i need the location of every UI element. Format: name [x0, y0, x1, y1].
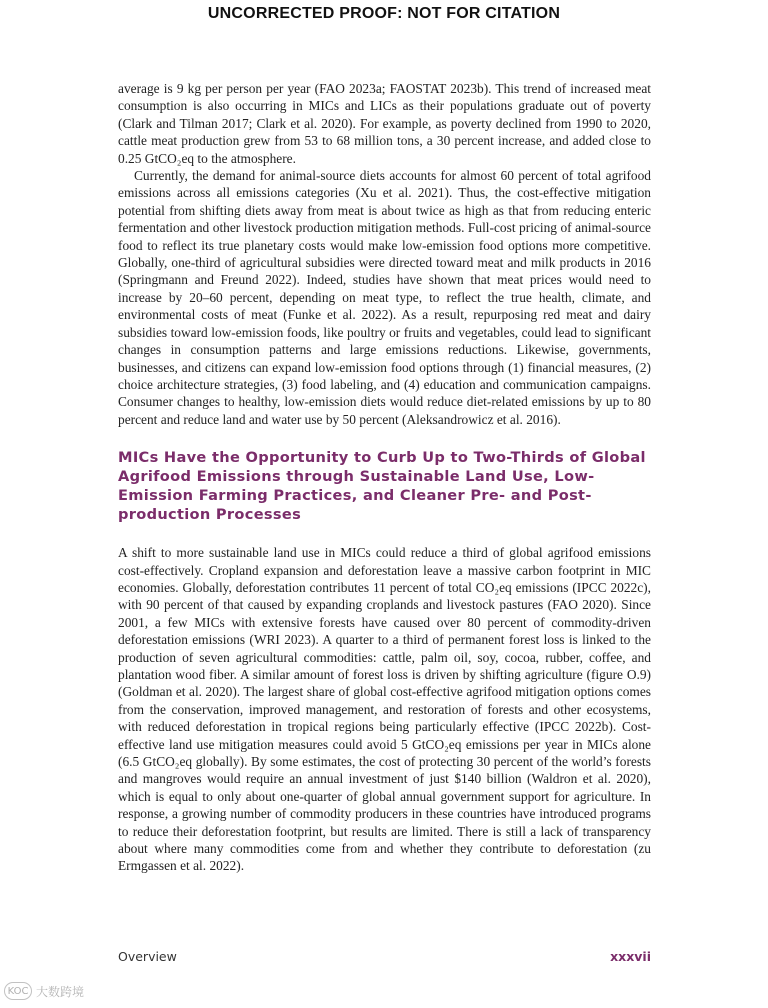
- watermark-text: 大数跨境: [36, 984, 85, 999]
- watermark-logo-icon: KOC: [4, 982, 32, 1000]
- section-heading: MICs Have the Opportunity to Curb Up to Two-Thirds of Global Agrifood Emissions through Sustainable Land Use, Low-Emission Farming Practices, and Cleaner Pre- and Post-production Processes: [118, 449, 646, 524]
- body-paragraph-1: average is 9 kg per person per year (FAO 2023a; FAOSTAT 2023b). This trend of increased meat consumption is also occurring in MICs and LICs as their populations graduate out of poverty (Clark and Tilman 2017; Clark et al. 2020). For example, as poverty declined from 1990 to 2020, cattle meat production grew from 53 to 68 million tons, a 30 percent increase, and added close to 0.25 GtCO₂eq to the atmosphere.: [118, 81, 651, 166]
- footer-page-number: xxxvii: [610, 949, 651, 964]
- body-paragraph-3: A shift to more sustainable land use in MICs could reduce a third of global agrifood emissions cost-effectively. Cropland expansion and deforestation leave a massive carbon footprint in MIC economies. Globally, deforestation contributes 11 percent of total CO₂eq emissions (IPCC 2022c), with 90 percent of that caused by expanding croplands and livestock pastures (FAO 2020). Since 2001, a few MICs with extensive forests have caused over 80 percent of commodity-driven deforestation emissions (WRI 2023). A quarter to a third of permanent forest loss is linked to the production of seven agricultural commodities: cattle, palm oil, soy, cocoa, rubber, coffee, and plantation wood fiber. A similar amount of forest loss is driven by shifting agriculture (figure O.9) (Goldman et al. 2020). The largest share of global cost-effective agrifood mitigation options comes from the conservation, improved management, and restoration of forests and other ecosystems, with reduced deforestation in tropical regions being particularly effective (IPCC 2022b). Cost-effective land use mitigation measures could avoid 5 GtCO₂eq emissions per year in MICs alone (6.5 GtCO₂eq globally). By some estimates, the cost of protecting 30 percent of the world’s forests and mangroves would require an annual investment of just $140 billion (Waldron et al. 2020), which is equal to only about one-quarter of global annual government support for agriculture. In response, a growing number of commodity producers in these countries have introduced programs to reduce their deforestation footprint, but results are limited. There is still a lack of transparency about where many commodities come from and whether they contribute to deforestation (zu Ermgassen et al. 2022).: [118, 545, 651, 874]
- page-footer: [118, 949, 651, 964]
- watermark: [4, 982, 84, 1000]
- body-paragraph-2: Currently, the demand for animal-source diets accounts for almost 60 percent of total agrifood emissions across all emissions categories (Xu et al. 2021). Thus, the cost-effective mitigation potential from shifting diets away from meat is about twice as high as that from reducing enteric fermentation and other livestock production mitigation methods. Full-cost pricing of animal-source food to reflect its true planetary costs would make low-emission food options more competitive. Globally, one-third of agricultural subsidies were directed toward meat and milk products in 2016 (Springmann and Freund 2022). Indeed, studies have shown that meat prices would need to increase by 20–60 percent, depending on meat type, to reflect the true health, climate, and environmental costs of meat (Funke et al. 2022). As a result, repurposing red meat and dairy subsidies toward low-emission foods, like poultry or fruits and vegetables, could lead to significant changes in consumption patterns and large emissions reductions. Likewise, governments, businesses, and citizens can expand low-emission food options through (1) financial measures, (2) choice architecture strategies, (3) food labeling, and (4) education and communication campaigns. Consumer changes to healthy, low-emission diets would reduce diet-related emissions by up to 80 percent and reduce land and water use by 50 percent (Aleksandrowicz et al. 2016).: [118, 168, 651, 427]
- footer-section-title: Overview: [118, 949, 177, 964]
- proof-banner: UNCORRECTED PROOF: NOT FOR CITATION: [207, 5, 561, 22]
- page-body: [118, 80, 651, 875]
